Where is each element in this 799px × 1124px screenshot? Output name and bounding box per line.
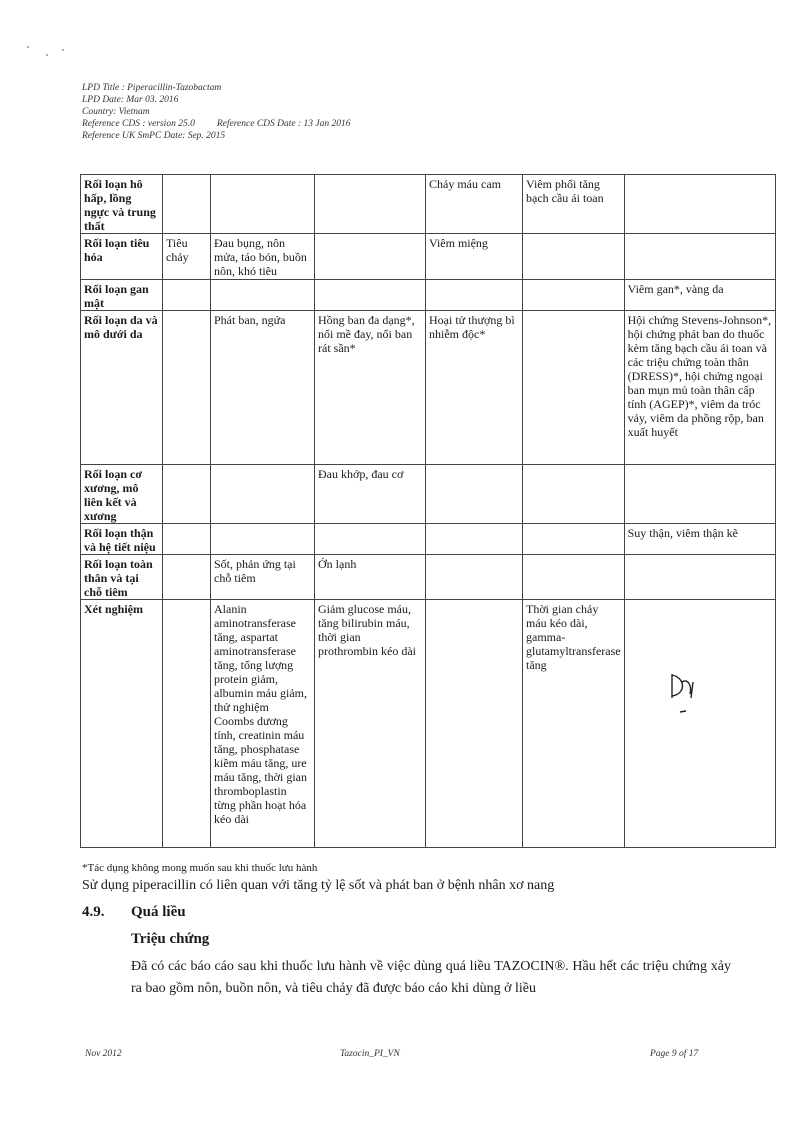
footer-page-number: Page 9 of 17 (650, 1049, 699, 1059)
table-cell: Ớn lạnh (315, 555, 426, 600)
table-cell: Suy thận, viêm thận kẽ (624, 524, 775, 555)
table-cell (211, 280, 315, 311)
table-row (81, 234, 776, 280)
lpd-date: LPD Date: Mar 03. 2016 (82, 95, 179, 105)
table-cell: Thời gian chảy máu kéo dài, gamma-glutamyltransferase tăng (523, 600, 625, 848)
table-cell (163, 311, 211, 465)
table-cell (426, 555, 523, 600)
section-number: 4.9. (82, 904, 105, 920)
system-organ-class-cell: Rối loạn tiêu hóa (81, 234, 163, 280)
system-organ-class-cell: Rối loạn da và mô dưới da (81, 311, 163, 465)
table-row (81, 465, 776, 524)
table-cell: Hội chứng Stevens-Johnson*, hội chứng phát ban do thuốc kèm tăng bạch cầu ái toan và các triệu chứng toàn thân (DRESS)*, hội chứng ngoại ban mụn mủ toàn thân cấp tính (AGEP)*, viêm da tróc vảy, viêm da phồng rộp, ban xuất huyết (624, 311, 775, 465)
table-cell: Đau bụng, nôn mửa, táo bón, buồn nôn, khó tiêu (211, 234, 315, 280)
table-cell (624, 555, 775, 600)
section-title: Quá liều (131, 904, 186, 920)
table-row (81, 555, 776, 600)
country: Country: Vietnam (82, 107, 150, 117)
table-cell (523, 555, 625, 600)
table-cell (624, 465, 775, 524)
table-cell (523, 280, 625, 311)
table-cell (163, 555, 211, 600)
system-organ-class-cell: Rối loạn toàn thân và tại chỗ tiêm (81, 555, 163, 600)
system-organ-class-cell: Xét nghiệm (81, 600, 163, 848)
table-cell (523, 234, 625, 280)
table-cell: Phát ban, ngứa (211, 311, 315, 465)
reference-cds-date: Reference CDS Date : 13 Jan 2016 (216, 119, 351, 129)
table-cell (211, 524, 315, 555)
table-cell (315, 175, 426, 234)
table-cell: Viêm miệng (426, 234, 523, 280)
handwritten-initials (666, 672, 706, 725)
subheading: Triệu chứng (131, 931, 210, 947)
table-cell: Hồng ban đa dạng*, nổi mề đay, nổi ban rát sần* (315, 311, 426, 465)
table-cell: Tiêu chảy (163, 234, 211, 280)
table-cell (315, 280, 426, 311)
system-organ-class-cell: Rối loạn hô hấp, lồng ngực và trung thất (81, 175, 163, 234)
table-cell: Viêm phổi tăng bạch cầu ái toan (523, 175, 625, 234)
reference-cds-version: Reference CDS : version 25.0 (82, 119, 195, 129)
adverse-effects-table (80, 174, 776, 848)
lpd-title: LPD Title : Piperacillin-Tazobactam (82, 83, 222, 93)
document-header (82, 82, 351, 142)
table-cell (624, 234, 775, 280)
table-cell: Đau khớp, đau cơ (315, 465, 426, 524)
table-cell (163, 280, 211, 311)
footer-doc-id: Tazocin_PI_VN (340, 1049, 400, 1059)
footer-date: Nov 2012 (85, 1049, 122, 1059)
table-row (81, 524, 776, 555)
table-cell: Hoại tử thượng bì nhiễm độc* (426, 311, 523, 465)
table-cell (426, 280, 523, 311)
cystic-fibrosis-note: Sử dụng piperacillin có liên quan với tăng tỷ lệ sốt và phát ban ở bệnh nhân xơ nang (82, 878, 555, 893)
table-cell (624, 175, 775, 234)
table-cell (426, 524, 523, 555)
system-organ-class-cell: Rối loạn cơ xương, mô liên kết và xương (81, 465, 163, 524)
table-cell: Viêm gan*, vàng da (624, 280, 775, 311)
table-cell (163, 465, 211, 524)
table-cell (163, 524, 211, 555)
table-row (81, 280, 776, 311)
table-row (81, 175, 776, 234)
table-cell (163, 600, 211, 848)
table-cell (211, 465, 315, 524)
system-organ-class-cell: Rối loạn gan mật (81, 280, 163, 311)
table-cell (523, 465, 625, 524)
table-cell (523, 311, 625, 465)
table-cell (163, 175, 211, 234)
table-cell (315, 524, 426, 555)
table-footnote: *Tác dụng không mong muốn sau khi thuốc lưu hành (82, 862, 318, 874)
table-cell (523, 524, 625, 555)
table-cell (426, 465, 523, 524)
table-cell: Alanin aminotransferase tăng, aspartat aminotransferase tăng, tổng lượng protein giảm, albumin máu giảm, thử nghiệm Coombs dương tính, creatinin máu tăng, phosphatase kiềm máu tăng, ure máu tăng, thời gian thromboplastin từng phần hoạt hóa kéo dài (211, 600, 315, 848)
system-organ-class-cell: Rối loạn thận và hệ tiết niệu (81, 524, 163, 555)
table-cell (426, 600, 523, 848)
reference-uk-smpc-date: Reference UK SmPC Date: Sep. 2015 (82, 131, 226, 141)
table-cell: Chảy máu cam (426, 175, 523, 234)
table-cell (211, 175, 315, 234)
table-cell: Sốt, phản ứng tại chỗ tiêm (211, 555, 315, 600)
overdose-paragraph: Đã có các báo cáo sau khi thuốc lưu hành về việc dùng quá liều TAZOCIN®. Hầu hết các triệu chứng xảy ra bao gồm nôn, buồn nôn, và tiêu chảy đã được báo cáo khi dùng ở liều (131, 959, 731, 996)
table-cell (315, 234, 426, 280)
table-cell: Giảm glucose máu, tăng bilirubin máu, thời gian prothrombin kéo dài (315, 600, 426, 848)
table-row (81, 311, 776, 465)
reference-cds-line (82, 118, 351, 130)
